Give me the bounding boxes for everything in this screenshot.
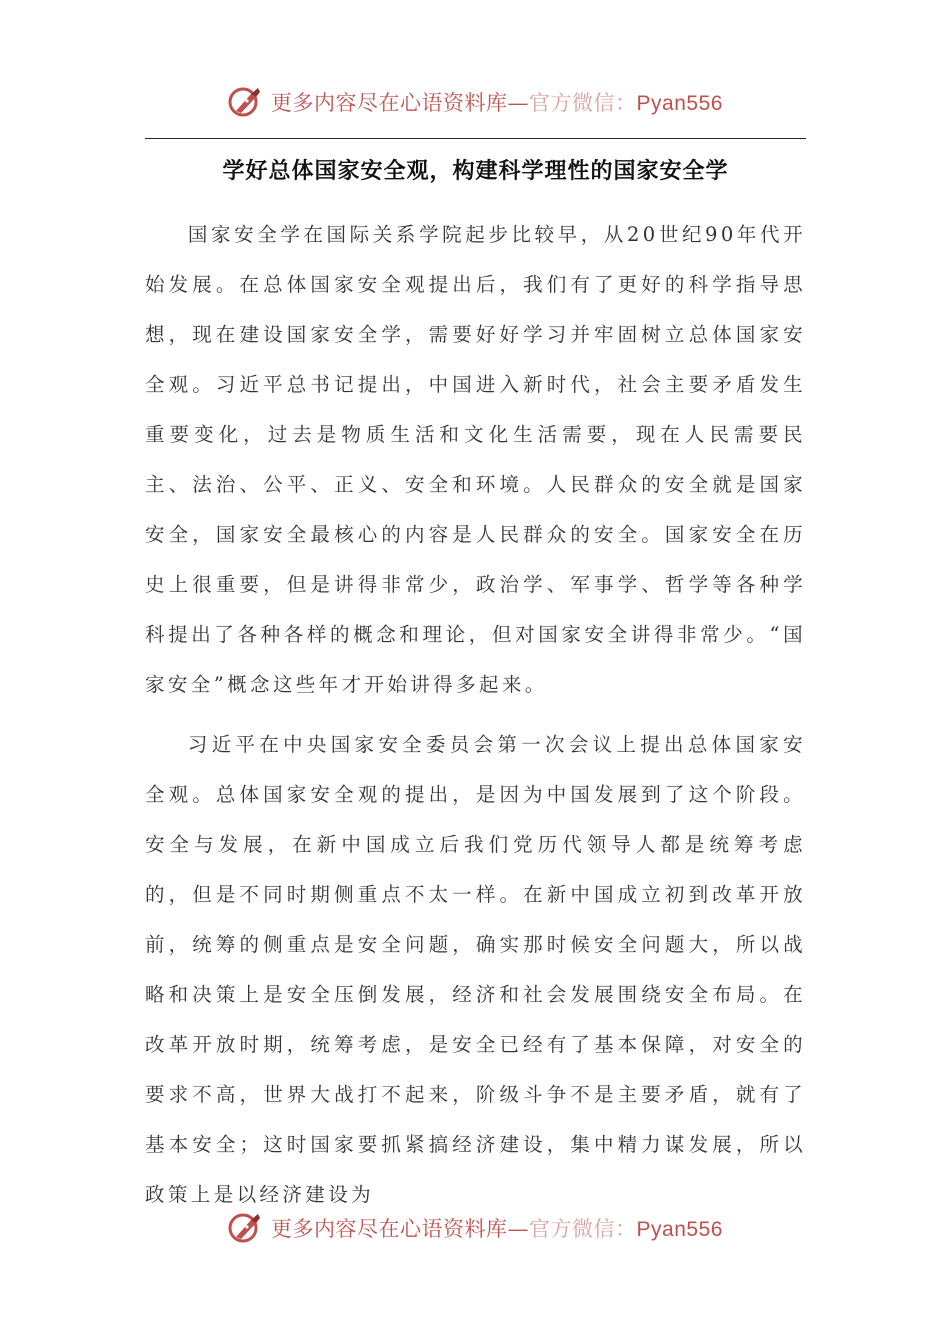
header-divider <box>145 138 806 139</box>
header-banner <box>0 80 950 124</box>
body-paragraph-1: 国家安全学在国际关系学院起步比较早，从20世纪90年代开始发展。在总体国家安全观提出后，我们有了更好的科学指导思想，现在建设国家安全学，需要好好学习并牢固树立总体国家安全观。习近平总书记提出，中国进入新时代，社会主要矛盾发生重要变化，过去是物质生活和文化生活需要，现在人民需要民主、法治、公平、正义、安全和环境。人民群众的安全就是国家安全，国家安全最核心的内容是人民群众的安全。国家安全在历史上很重要，但是讲得非常少，政治学、军事学、哲学等各种学科提出了各种各样的概念和理论，但对国家安全讲得非常少。“国家安全”概念这些年才开始讲得多起来。 <box>145 223 806 696</box>
pen-nib-logo-icon <box>227 1210 263 1246</box>
footer-banner <box>0 1206 950 1250</box>
footer-banner-text: 更多内容尽在心语资料库—官方微信：Pyan556 <box>271 1217 723 1241</box>
document-title: 学好总体国家安全观，构建科学理性的国家安全学 <box>222 159 729 184</box>
body-paragraph-2: 习近平在中央国家安全委员会第一次会议上提出总体国家安全观。总体国家安全观的提出，是因为中国发展到了这个阶段。安全与发展，在新中国成立后我们党历代领导人都是统筹考虑的，但是不同时期侧重点不太一样。在新中国成立初到改革开放前，统筹的侧重点是安全问题，确实那时候安全问题大，所以战略和决策上是安全压倒发展，经济和社会发展围绕安全布局。在改革开放时期，统筹考虑，是安全已经有了基本保障，对安全的要求不高，世界大战打不起来，阶级斗争不是主要矛盾，就有了基本安全；这时国家要抓紧搞经济建设，集中精力谋发展，所以政策上是以经济建设为 <box>145 733 806 1206</box>
pen-nib-logo-icon <box>227 84 263 120</box>
header-banner-text: 更多内容尽在心语资料库—官方微信：Pyan556 <box>271 91 723 115</box>
